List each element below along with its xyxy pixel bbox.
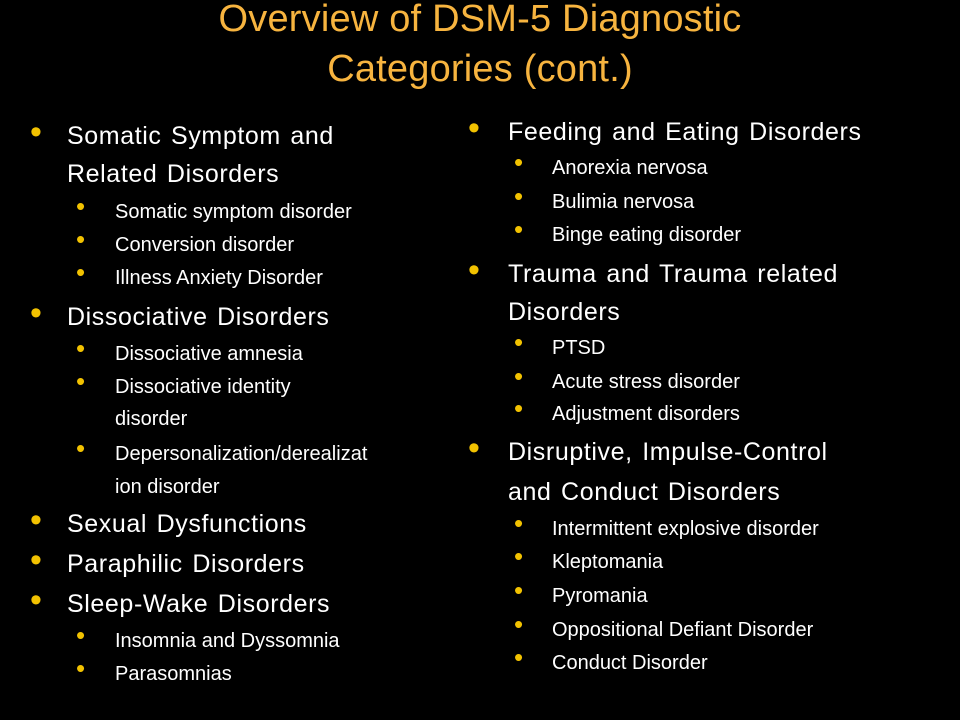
bullet-icon: • [30,581,42,619]
bullet-icon: • [76,366,86,396]
slide-title [0,0,960,94]
bullet-icon: • [76,433,86,463]
list-item-text: Illness Anxiety Disorder [115,267,323,289]
bullet-icon: • [30,501,42,539]
list-item-text: Oppositional Defiant Disorder [552,619,814,641]
list-item-text: Adjustment disorders [552,403,740,425]
bullet-icon: • [30,541,42,579]
bullet-icon: • [514,541,524,571]
bullet-icon: • [468,429,480,467]
list-item-text: Dissociative amnesia [115,343,303,365]
list-item-text-cont: disorder [115,408,188,430]
list-item-text: Conversion disorder [115,234,294,256]
bullet-icon: • [76,191,86,221]
list-item-text: Pyromania [552,585,648,607]
list-item-text: Somatic symptom disorder [115,201,352,223]
bullet-icon: • [514,147,524,177]
bullet-icon: • [76,333,86,363]
bullet-icon: • [30,113,42,151]
category-heading: Paraphilic Disorders [67,550,305,578]
bullet-icon: • [76,224,86,254]
bullet-icon: • [514,327,524,357]
bullet-icon: • [468,251,480,289]
category-heading: Trauma and Trauma related [508,260,838,288]
list-item-text: Anorexia nervosa [552,157,708,179]
category-heading-cont: and Conduct Disorders [508,478,781,506]
bullet-icon: • [76,257,86,287]
bullet-icon: • [514,361,524,391]
list-item-text: Parasomnias [115,663,232,685]
list-item-text: Insomnia and Dyssomnia [115,630,340,652]
bullet-icon: • [30,294,42,332]
category-heading: Sleep-Wake Disorders [67,590,331,618]
bullet-icon: • [514,508,524,538]
slide-title-line-2: Categories (cont.) [327,48,633,90]
list-item-text: Depersonalization/derealizat [115,443,368,465]
list-item-text: Acute stress disorder [552,371,740,393]
list-item-text-cont: ion disorder [115,476,220,498]
list-item-text: Binge eating disorder [552,224,742,246]
category-heading: Sexual Dysfunctions [67,510,307,538]
category-heading: Dissociative Disorders [67,303,330,331]
bullet-icon: • [76,653,86,683]
bullet-icon: • [514,609,524,639]
list-item-text: Kleptomania [552,551,664,573]
slide-title-line-1: Overview of DSM-5 Diagnostic [218,0,742,40]
category-heading: Feeding and Eating Disorders [508,118,862,146]
category-heading: Disruptive, Impulse-Control [508,438,828,466]
list-item-text: PTSD [552,337,606,359]
list-item-text: Intermittent explosive disorder [552,518,819,540]
list-item-text: Bulimia nervosa [552,191,695,213]
bullet-icon: • [514,393,524,423]
bullet-icon: • [76,620,86,650]
category-heading-cont: Related Disorders [67,160,280,188]
bullet-icon: • [514,575,524,605]
category-heading: Somatic Symptom and [67,122,334,150]
bullet-icon: • [514,181,524,211]
bullet-icon: • [514,642,524,672]
list-item-text: Conduct Disorder [552,652,708,674]
bullet-icon: • [514,214,524,244]
list-item-text: Dissociative identity [115,376,291,398]
bullet-icon: • [468,109,480,147]
category-heading-cont: Disorders [508,298,621,326]
